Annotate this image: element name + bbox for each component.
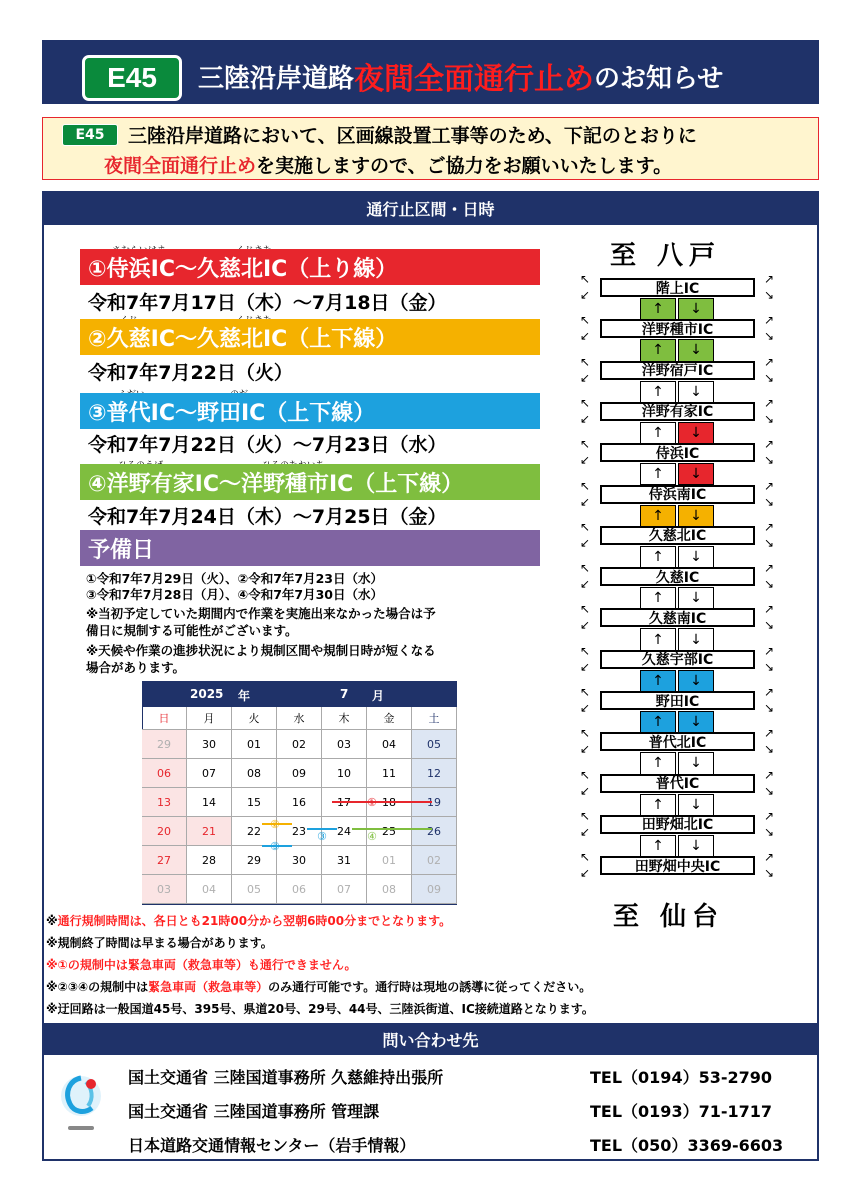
direction-sendai: 至 仙台 — [613, 902, 725, 932]
lane-down: ↓ — [678, 628, 714, 650]
calendar-day: 04 — [367, 730, 412, 759]
ic-2: 洋野宿戸IC — [600, 361, 755, 380]
ramp-arrow-icon: ↙ — [579, 535, 591, 550]
section-3-date: 令和7年7月22日（火）～7月23日（水） — [88, 434, 447, 456]
ramp-arrow-icon: ↖ — [579, 561, 591, 576]
ramp-arrow-icon: ↙ — [579, 370, 591, 385]
ic-9: 久慈宇部IC — [600, 650, 755, 669]
ic-13: 田野畑北IC — [600, 815, 755, 834]
contact-tel-3: TEL（050）3369-6603 — [590, 1136, 784, 1155]
ramp-arrow-icon: ↖ — [579, 685, 591, 699]
ramp-arrow-icon: ↘ — [763, 866, 775, 881]
section-1-label: ①侍浜IC～久慈北IC（上り線） — [80, 249, 540, 285]
ramp-arrow-icon: ↙ — [579, 453, 591, 468]
section-4-label: ④洋野有家IC～洋野種市IC（上下線） — [80, 464, 540, 500]
calendar-day: 31 — [322, 846, 367, 875]
calendar-day: 07 — [322, 875, 367, 904]
ramp-arrow-icon: ↖ — [579, 478, 591, 493]
calendar-day: 15 — [232, 788, 277, 817]
ic-7: 久慈IC — [600, 567, 755, 586]
title-notice: のお知らせ — [594, 63, 724, 94]
calendar-day: 23 — [277, 817, 322, 846]
calendar-day: 04 — [187, 875, 232, 904]
calendar-month-unit: 月 — [372, 689, 385, 703]
reserve-note2a: ※天候や作業の進捗状況により規制区間や規制日時が短くなる — [86, 643, 436, 658]
calendar-day: 29 — [232, 846, 277, 875]
reserve-line1: ①令和7年7月29日（火）、②令和7年7月23日（水） — [86, 571, 383, 586]
calendar-day: 17 — [322, 788, 367, 817]
ramp-arrow-icon: ↗ — [763, 561, 775, 576]
ic-8: 久慈南IC — [600, 608, 755, 627]
ic-6: 久慈北IC — [600, 526, 755, 545]
ramp-arrow-icon: ↘ — [763, 329, 775, 344]
contact-title: 問い合わせ先 — [42, 1023, 819, 1055]
lane-up: ↑ — [640, 711, 676, 733]
weekday-1: 月 — [187, 707, 232, 730]
ramp-arrow-icon: ↙ — [579, 824, 591, 839]
ramp-arrow-icon: ↙ — [579, 659, 591, 674]
ic-5: 侍浜南IC — [600, 485, 755, 504]
note-hours — [46, 912, 451, 929]
calendar-day: 29 — [142, 730, 187, 759]
calendar-day: 07 — [187, 759, 232, 788]
ramp-arrow-icon: ↗ — [763, 478, 775, 493]
ramp-arrow-icon: ↖ — [579, 519, 591, 534]
lane-down: ↓ — [678, 381, 714, 403]
ramp-arrow-icon: ↖ — [579, 354, 591, 369]
section-3-label: ③普代IC～野田IC（上下線） — [80, 393, 540, 429]
lane-up: ↑ — [640, 298, 676, 320]
ramp-arrow-icon: ↗ — [763, 685, 775, 699]
calendar-year: 2025 — [190, 687, 224, 701]
calendar-day: 06 — [142, 759, 187, 788]
range-mark-2: ③ — [270, 840, 280, 853]
route-diagram — [560, 270, 800, 890]
lane-down: ↓ — [678, 505, 714, 527]
section-1-date: 令和7年7月17日（木）～7月18日（金） — [88, 292, 447, 314]
ramp-arrow-icon: ↙ — [579, 494, 591, 509]
range-mark-3: ③ — [317, 830, 327, 843]
note-no-emergency: ※①の規制中は緊急車両（救急車等）も通行できません。 — [46, 958, 357, 972]
e45-badge-small: E45 — [62, 124, 118, 146]
ramp-arrow-icon: ↘ — [763, 535, 775, 550]
calendar-year-unit: 年 — [238, 689, 251, 703]
title-road: 三陸沿岸道路 — [198, 63, 355, 94]
ramp-arrow-icon: ↘ — [763, 701, 775, 715]
ic-3: 洋野有家IC — [600, 402, 755, 421]
e45-badge: E45 — [82, 55, 182, 101]
ramp-arrow-icon: ↖ — [579, 850, 591, 865]
ic-0: 階上IC — [600, 278, 755, 297]
calendar-day: 08 — [232, 759, 277, 788]
ramp-arrow-icon: ↗ — [763, 808, 775, 823]
calendar-day: 22 — [232, 817, 277, 846]
lane-up: ↑ — [640, 422, 676, 444]
lane-up: ↑ — [640, 587, 676, 609]
section-4-date: 令和7年7月24日（木）～7月25日（金） — [88, 506, 447, 528]
notice-request: を実施しますので、ご協力をお願いいたします。 — [256, 155, 673, 177]
ramp-arrow-icon: ↘ — [763, 618, 775, 633]
note-hours-prefix: ※ — [46, 914, 58, 928]
ramp-arrow-icon: ↘ — [763, 659, 775, 674]
calendar-day: 16 — [277, 788, 322, 817]
calendar-day: 19 — [412, 788, 457, 817]
calendar-day: 13 — [142, 788, 187, 817]
lane-down: ↓ — [678, 587, 714, 609]
ramp-arrow-icon: ↘ — [763, 370, 775, 385]
ramp-arrow-icon: ↗ — [763, 272, 775, 286]
range-mark-4: ④ — [367, 830, 377, 843]
calendar-day: 09 — [412, 875, 457, 904]
calendar-day: 28 — [187, 846, 232, 875]
calendar-day: 18 — [367, 788, 412, 817]
calendar-day: 03 — [322, 730, 367, 759]
ramp-arrow-icon: ↘ — [763, 411, 775, 426]
calendar-day: 20 — [142, 817, 187, 846]
ic-11: 普代北IC — [600, 732, 755, 751]
contact-name-1: 国土交通省 三陸国道事務所 久慈維持出張所 — [128, 1068, 444, 1087]
lane-up: ↑ — [640, 546, 676, 568]
lane-up: ↑ — [640, 339, 676, 361]
note-early-end: ※規制終了時間は早まる場合があります。 — [46, 936, 273, 950]
calendar-day: 10 — [322, 759, 367, 788]
ramp-arrow-icon: ↙ — [579, 701, 591, 715]
ramp-arrow-icon: ↙ — [579, 742, 591, 757]
title-closure: 夜間全面通行止め — [354, 62, 595, 97]
weekday-5: 金 — [367, 707, 412, 730]
calendar-day: 27 — [142, 846, 187, 875]
range-mark-0: ① — [367, 796, 377, 809]
calendar-day: 30 — [187, 730, 232, 759]
ramp-arrow-icon: ↘ — [763, 824, 775, 839]
calendar-day: 05 — [232, 875, 277, 904]
ramp-arrow-icon: ↙ — [579, 783, 591, 798]
calendar-day: 24 — [322, 817, 367, 846]
lane-down: ↓ — [678, 339, 714, 361]
ramp-arrow-icon: ↙ — [579, 577, 591, 592]
lane-up: ↑ — [640, 505, 676, 527]
direction-hachinohe: 至 八戸 — [610, 241, 722, 271]
reserve-line2: ③令和7年7月28日（月）、④令和7年7月30日（水） — [86, 587, 383, 602]
calendar-day: 05 — [412, 730, 457, 759]
ministry-logo — [58, 1070, 104, 1134]
lane-down: ↓ — [678, 835, 714, 857]
calendar-day: 14 — [187, 788, 232, 817]
lane-down: ↓ — [678, 794, 714, 816]
ramp-arrow-icon: ↖ — [579, 808, 591, 823]
weekday-4: 木 — [322, 707, 367, 730]
weekday-6: 土 — [412, 707, 457, 730]
ic-12: 普代IC — [600, 774, 755, 793]
ramp-arrow-icon: ↘ — [763, 577, 775, 592]
contact-name-2: 国土交通省 三陸国道事務所 管理課 — [128, 1102, 380, 1121]
calendar-day: 12 — [412, 759, 457, 788]
calendar-day: 30 — [277, 846, 322, 875]
ic-10: 野田IC — [600, 691, 755, 710]
lane-down: ↓ — [678, 422, 714, 444]
ramp-arrow-icon: ↖ — [579, 437, 591, 452]
lane-up: ↑ — [640, 670, 676, 692]
ic-4: 侍浜IC — [600, 443, 755, 462]
ramp-arrow-icon: ↙ — [579, 288, 591, 302]
calendar-ranges — [142, 707, 457, 905]
calendar-day: 02 — [277, 730, 322, 759]
reserve-note2b: 場合があります。 — [86, 660, 186, 675]
notice-line2 — [104, 151, 672, 178]
ramp-arrow-icon: ↙ — [579, 866, 591, 881]
calendar-day: 02 — [412, 846, 457, 875]
reserve-label: 予備日 — [80, 530, 540, 566]
calendar-day: 25 — [367, 817, 412, 846]
notice-closure: 夜間全面通行止め — [104, 155, 257, 177]
note-detour: ※迂回路は一般国道45号、395号、県道20号、29号、44号、三陸浜街道、IC接続道路となります。 — [46, 1002, 594, 1016]
calendar-day: 01 — [232, 730, 277, 759]
calendar-day: 09 — [277, 759, 322, 788]
calendar-day: 26 — [412, 817, 457, 846]
note-emergency-a: ※②③④の規制中は — [46, 980, 149, 994]
ramp-arrow-icon: ↖ — [579, 272, 591, 286]
ramp-arrow-icon: ↘ — [763, 453, 775, 468]
lane-down: ↓ — [678, 546, 714, 568]
note-emergency-b: のみ通行可能です。通行時は現地の誘導に従ってください。 — [268, 980, 592, 994]
ramp-arrow-icon: ↘ — [763, 494, 775, 509]
contact-name-3: 日本道路交通情報センター（岩手情報） — [128, 1136, 416, 1155]
section-title: 通行止区間・日時 — [42, 191, 819, 225]
note-emergency-only — [46, 978, 591, 995]
notice-line1: 三陸沿岸道路において、区画線設置工事等のため、下記のとおりに — [128, 125, 697, 147]
ramp-arrow-icon: ↗ — [763, 643, 775, 658]
contact-tel-2: TEL（0193）71-1717 — [590, 1102, 773, 1121]
calendar-day: 21 — [187, 817, 232, 846]
calendar-header — [142, 681, 457, 707]
section-2-date: 令和7年7月22日（火） — [88, 362, 293, 384]
calendar-marks — [142, 707, 457, 905]
reserve-note1b: 備日に規制する可能性がございます。 — [86, 623, 298, 638]
ic-1: 洋野種市IC — [600, 319, 755, 338]
lane-up: ↑ — [640, 752, 676, 774]
page-title — [198, 50, 723, 102]
lane-up: ↑ — [640, 835, 676, 857]
calendar-day: 11 — [367, 759, 412, 788]
reserve-note1a: ※当初予定していた期間内で作業を実施出来なかった場合は予 — [86, 606, 436, 621]
calendar-day: 03 — [142, 875, 187, 904]
calendar-day: 06 — [277, 875, 322, 904]
ramp-arrow-icon: ↖ — [579, 767, 591, 782]
ramp-arrow-icon: ↗ — [763, 726, 775, 741]
ramp-arrow-icon: ↗ — [763, 437, 775, 452]
calendar-month: 7 — [340, 687, 349, 701]
lane-up: ↑ — [640, 794, 676, 816]
ramp-arrow-icon: ↙ — [579, 329, 591, 344]
ramp-arrow-icon: ↗ — [763, 354, 775, 369]
ramp-arrow-icon: ↙ — [579, 411, 591, 426]
ramp-arrow-icon: ↖ — [579, 643, 591, 658]
lane-down: ↓ — [678, 670, 714, 692]
ramp-arrow-icon: ↖ — [579, 313, 591, 328]
ramp-arrow-icon: ↗ — [763, 767, 775, 782]
note-emergency-red: 緊急車両（救急車等） — [148, 980, 269, 994]
lane-down: ↓ — [678, 298, 714, 320]
calendar-day: 08 — [367, 875, 412, 904]
range-mark-1: ② — [270, 818, 280, 831]
lane-down: ↓ — [678, 711, 714, 733]
lane-up: ↑ — [640, 381, 676, 403]
lane-up: ↑ — [640, 463, 676, 485]
ramp-arrow-icon: ↘ — [763, 742, 775, 757]
ramp-arrow-icon: ↖ — [579, 602, 591, 617]
ramp-arrow-icon: ↖ — [579, 395, 591, 410]
calendar-day: 01 — [367, 846, 412, 875]
ramp-arrow-icon: ↗ — [763, 395, 775, 410]
ramp-arrow-icon: ↖ — [579, 726, 591, 741]
contact-tel-1: TEL（0194）53-2790 — [590, 1068, 773, 1087]
lane-down: ↓ — [678, 463, 714, 485]
ramp-arrow-icon: ↗ — [763, 313, 775, 328]
ic-14: 田野畑中央IC — [600, 856, 755, 875]
ramp-arrow-icon: ↘ — [763, 288, 775, 302]
weekday-3: 水 — [277, 707, 322, 730]
ramp-arrow-icon: ↗ — [763, 519, 775, 534]
weekday-0: 日 — [142, 707, 187, 730]
weekday-2: 火 — [232, 707, 277, 730]
section-2-label: ②久慈IC～久慈北IC（上下線） — [80, 319, 540, 355]
ramp-arrow-icon: ↙ — [579, 618, 591, 633]
ramp-arrow-icon: ↘ — [763, 783, 775, 798]
lane-up: ↑ — [640, 628, 676, 650]
note-hours-text: 通行規制時間は、各日とも21時00分から翌朝6時00分までとなります。 — [57, 914, 452, 928]
lane-down: ↓ — [678, 752, 714, 774]
ramp-arrow-icon: ↗ — [763, 602, 775, 617]
ramp-arrow-icon: ↗ — [763, 850, 775, 865]
